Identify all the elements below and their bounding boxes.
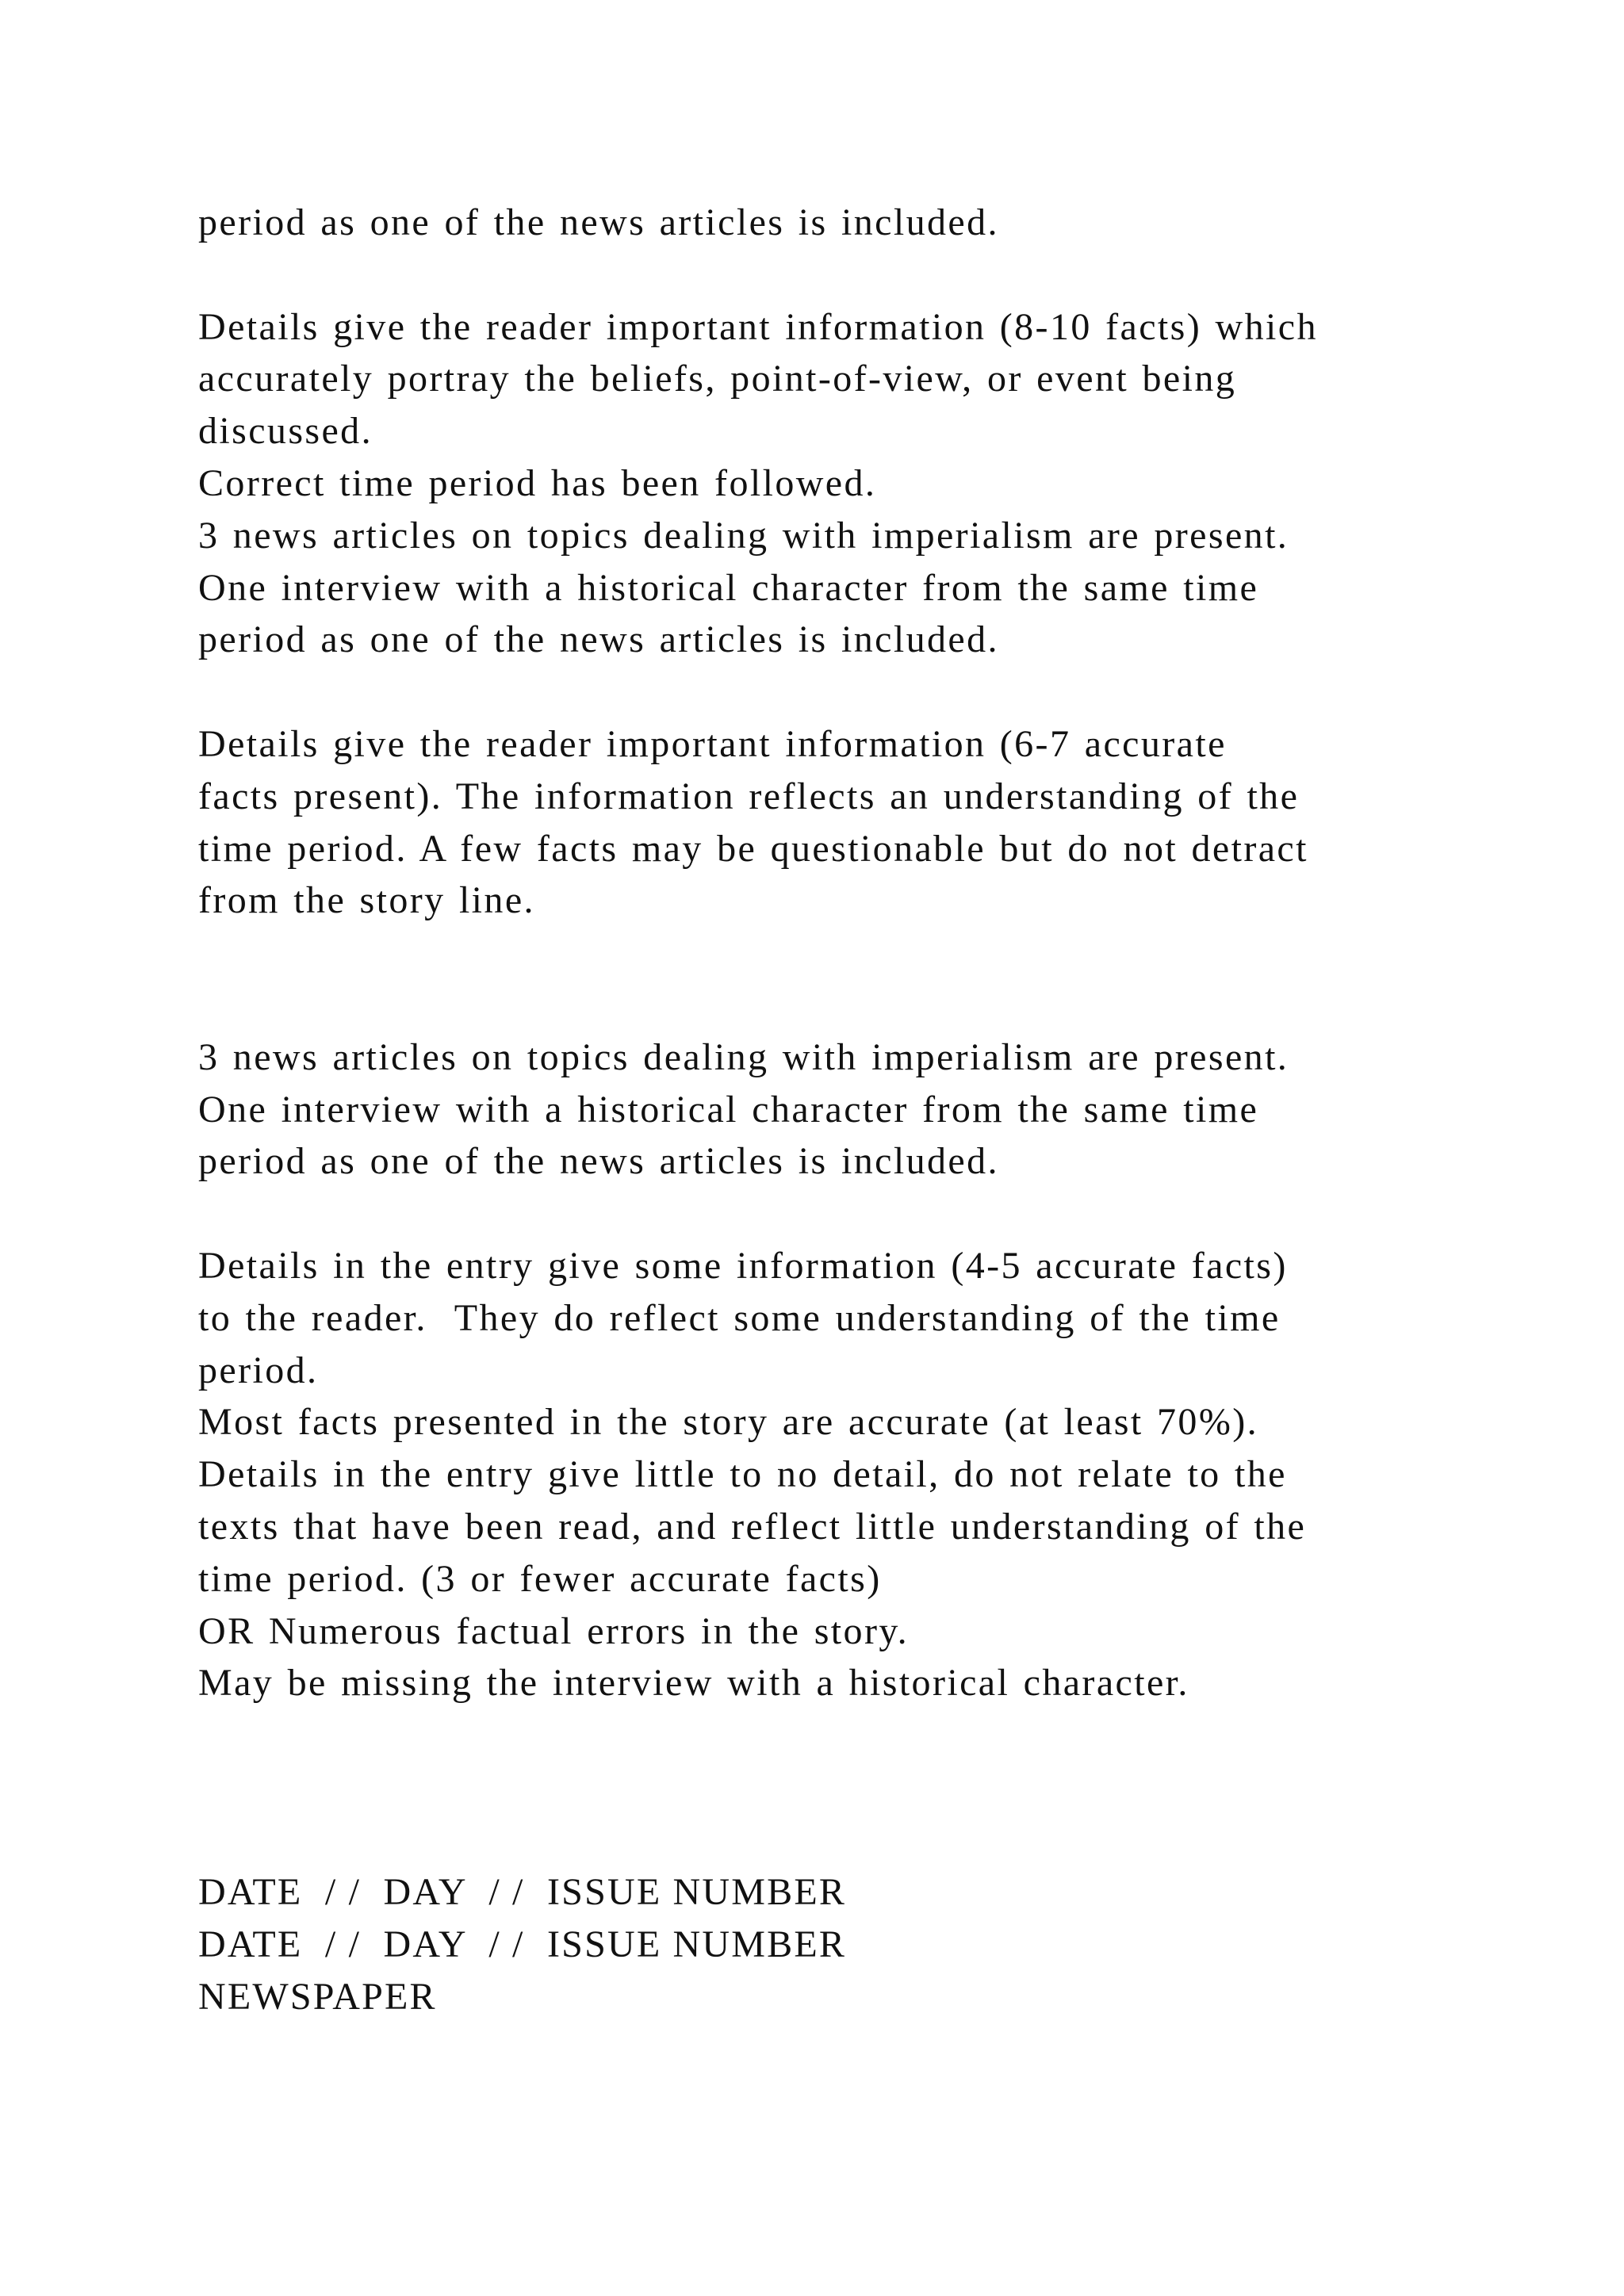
blank-line <box>198 979 1546 1031</box>
text-line: 3 news articles on topics dealing with imperialism are present. <box>198 1035 1289 1078</box>
text-line: 3 news articles on topics dealing with imperialism are present. <box>198 514 1289 557</box>
text-line: period as one of the news articles is included. <box>198 618 999 661</box>
newspaper-title: NEWSPAPER <box>198 1975 437 2018</box>
blank-line <box>198 927 1546 979</box>
text-line: Details give the reader important information (6-7 accurate <box>198 722 1227 765</box>
text-line: Most facts presented in the story are accurate (at least 70%). <box>198 1401 1258 1444</box>
date-day-issue-line: DATE / / DAY / / ISSUE NUMBER <box>198 1871 847 1913</box>
date-day-issue-line: DATE / / DAY / / ISSUE NUMBER <box>198 1923 847 1965</box>
blank-line <box>198 249 1546 301</box>
text-line: May be missing the interview with a historical character. <box>198 1662 1189 1705</box>
text-line: OR Numerous factual errors in the story. <box>198 1609 910 1652</box>
text-line: accurately portray the beliefs, point-of-view, or event being <box>198 358 1237 400</box>
text-line: facts present). The information reflects an understanding of the <box>198 775 1300 817</box>
rubric-text-block <box>198 197 1546 1709</box>
text-line: period as one of the news articles is included. <box>198 201 999 243</box>
text-line: One interview with a historical character from the same time <box>198 566 1259 609</box>
text-line: One interview with a historical character from the same time <box>198 1088 1259 1131</box>
text-line: period as one of the news articles is included. <box>198 1140 999 1183</box>
text-line: to the reader. They do reflect some understanding of the time <box>198 1296 1281 1339</box>
text-line: time period. (3 or fewer accurate facts) <box>198 1557 882 1600</box>
newspaper-header-block <box>198 1866 1546 2022</box>
text-line: from the story line. <box>198 879 535 922</box>
blank-line <box>198 1188 1546 1240</box>
text-line: Details give the reader important information (8-10 facts) which <box>198 305 1318 348</box>
text-line: Details in the entry give little to no detail, do not relate to the <box>198 1453 1287 1496</box>
text-line: Details in the entry give some information (4-5 accurate facts) <box>198 1244 1288 1287</box>
blank-line <box>198 666 1546 718</box>
text-line: time period. A few facts may be questionable but do not detract <box>198 827 1308 870</box>
text-line: texts that have been read, and reflect little understanding of the <box>198 1505 1307 1548</box>
text-line: period. <box>198 1349 319 1391</box>
text-line: discussed. <box>198 410 373 453</box>
text-line: Correct time period has been followed. <box>198 461 877 504</box>
